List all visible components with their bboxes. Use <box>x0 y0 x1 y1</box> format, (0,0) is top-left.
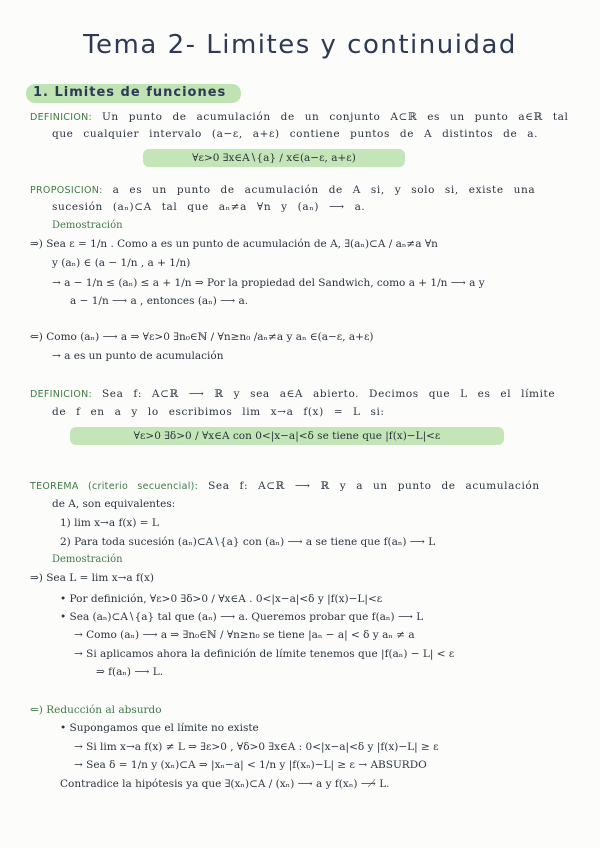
theorem <box>30 479 540 494</box>
proof-line: • Supongamos que el límite no existe <box>60 722 259 734</box>
definition-2-line-2: de f en a y lo escribimos lim x→a f(x) = L si: <box>52 406 385 418</box>
definition-tag: DEFINICION: <box>30 389 93 400</box>
definition-1-line-2: que cualquier intervalo (a−ε, a+ε) contiene puntos de A distintos de a. <box>52 128 539 140</box>
proof-line: → Sea δ = 1/n y (xₙ)⊂A ⇒ |xₙ−a| < 1/n y |f(xₙ)−L| ≥ ε → ABSURDO <box>74 759 427 771</box>
definition-2 <box>30 387 555 402</box>
proof-line: → a − 1/n ≤ (aₙ) ≤ a + 1/n ⇒ Por la propiedad del Sandwich, como a + 1/n ⟶ a y <box>52 277 485 289</box>
proposition-line-1: a es un punto de acumulación de A si, y solo si, existe una <box>112 184 536 196</box>
definition-2-line-1: Sea f: A⊂ℝ ⟶ ℝ y sea a∈A abierto. Decimos que L es el límite <box>101 388 556 400</box>
section-title: 1. Limites de funciones <box>33 85 227 100</box>
proof-line: → Como (aₙ) ⟶ a ⇒ ∃n₀∈ℕ / ∀n≥n₀ se tiene |aₙ − a| < δ y aₙ ≠ a <box>74 629 415 641</box>
proof-line: ⇒) Sea L = lim x→a f(x) <box>30 572 155 584</box>
definition-1-formula: ∀ε>0 ∃x∈A∖{a} / x∈(a−ε, a+ε) <box>143 149 405 167</box>
limit-definition-formula: ∀ε>0 ∃δ>0 / ∀x∈A con 0<|x−a|<δ se tiene que |f(x)−L|<ε <box>70 427 504 445</box>
proof-heading: ⇐) Reducción al absurdo <box>30 704 162 716</box>
proof-line: Contradice la hipótesis ya que ∃(xₙ)⊂A / (xₙ) ⟶ a y f(xₙ) ⟶̸ L. <box>60 778 390 790</box>
proof-line: → Si lim x→a f(x) ≠ L ⇒ ∃ε>0 , ∀δ>0 ∃x∈A : 0<|x−a|<δ y |f(x)−L| ≥ ε <box>74 741 439 753</box>
definition-1-line-1: Un punto de acumulación de un conjunto A⊂ℝ es un punto a∈ℝ tal <box>101 111 569 123</box>
proof-line: → a es un punto de acumulación <box>52 350 224 362</box>
proposition <box>30 183 535 198</box>
proof-line: • Por definición, ∀ε>0 ∃δ>0 / ∀x∈A . 0<|x−a|<δ y |f(x)−L|<ε <box>60 593 383 605</box>
theorem-item-2: 2) Para toda sucesión (aₙ)⊂A∖{a} con (aₙ) ⟶ a se tiene que f(aₙ) ⟶ L <box>60 536 436 548</box>
proof-line: → Si aplicamos ahora la definición de límite tenemos que |f(aₙ) − L| < ε <box>74 648 455 660</box>
theorem-item-1: 1) lim x→a f(x) = L <box>60 517 159 529</box>
definition-tag: DEFINICION: <box>30 112 93 123</box>
definition-1 <box>30 110 568 125</box>
proof-line: ⇒) Sea ε = 1/n . Como a es un punto de acumulación de A, ∃(aₙ)⊂A / aₙ≠a ∀n <box>30 238 438 250</box>
proof-line: y (aₙ) ∈ (a − 1/n , a + 1/n) <box>52 257 191 269</box>
proposition-line-2: sucesión (aₙ)⊂A tal que aₙ≠a ∀n y (aₙ) ⟶ a. <box>52 201 366 213</box>
proof-line: ⇐) Como (aₙ) ⟶ a ⇒ ∀ε>0 ∃n₀∈ℕ / ∀n≥n₀ /aₙ≠a y aₙ ∈(a−ε, a+ε) <box>30 331 374 343</box>
proposition-tag: PROPOSICION: <box>30 185 103 196</box>
theorem-tag: TEOREMA (criterio secuencial): <box>30 481 199 492</box>
proof-line: a − 1/n ⟶ a , entonces (aₙ) ⟶ a. <box>70 295 249 307</box>
page-title: Tema 2- Limites y continuidad <box>83 30 517 60</box>
theorem-line-2: de A, son equivalentes: <box>52 498 176 510</box>
proof-line: ⇒ f(aₙ) ⟶ L. <box>96 666 164 678</box>
theorem-line-1: Sea f: A⊂ℝ ⟶ ℝ y a un punto de acumulación <box>208 480 540 492</box>
proof-heading: Demostración <box>52 554 123 565</box>
proof-line: • Sea (aₙ)⊂A∖{a} tal que (aₙ) ⟶ a. Queremos probar que f(aₙ) ⟶ L <box>60 611 424 623</box>
proof-heading: Demostración <box>52 220 123 231</box>
